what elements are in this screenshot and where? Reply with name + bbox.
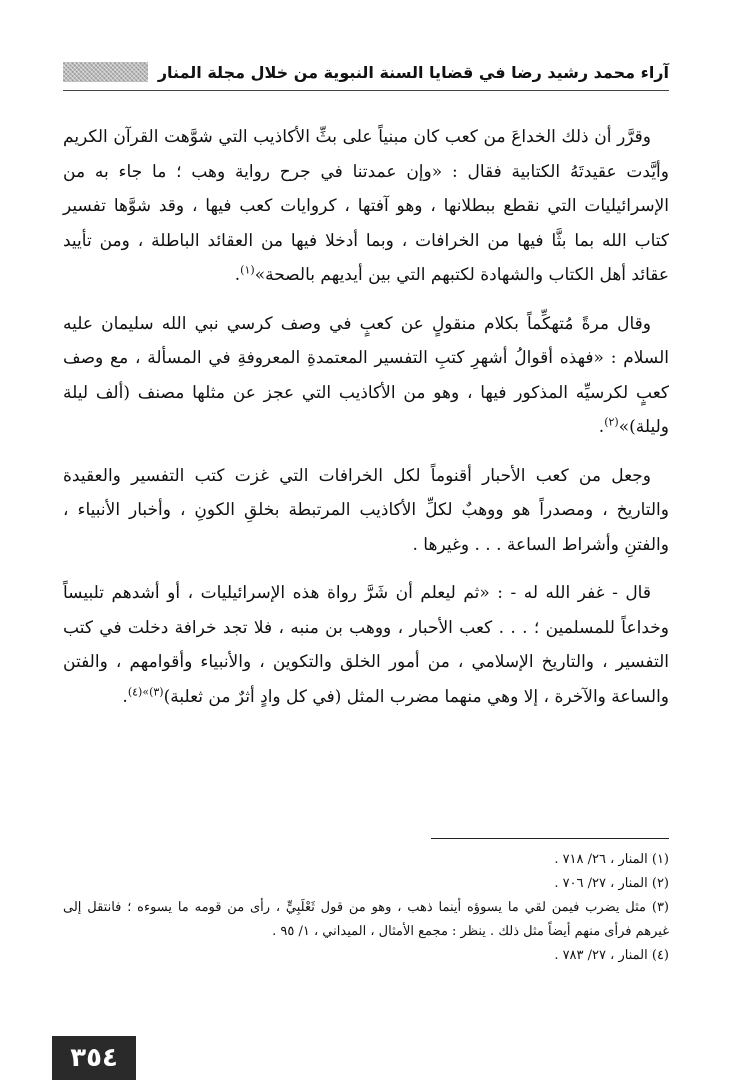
header-rule [63,90,669,91]
paragraph [63,307,669,445]
footnote-ref: (٢) [604,415,619,429]
footnote-ref: (٣)»(٤) [127,684,164,698]
paragraph-text: وقال مرةً مُتهكِّماً بكلام منقولٍ عن كعبٍ في وصف كرسي نبي الله سليمان عليه السلام : «فهذه أقوالُ أشهرِ كتبِ التفسير المعتمدةِ المعروفةِ في المسألة ، مع وصف كعبٍ لكرسيِّه المذكور فيها ، وهو من الأكاذيب التي عجز عن مثلها مصنف (ألف ليلة وليلة)» [63,313,669,437]
running-header [63,58,669,86]
paragraph-end: . [234,265,241,285]
paragraph-text: وجعل من كعب الأحبار أقنوماً لكل الخرافات التي غزت كتب التفسير والعقيدة والتاريخ ، ومصدراً هو ووهبٌ لكلِّ الأكاذيب المرتبطة بخلقِ الكونِ ، وأخبار الأنبياء ، والفتنِ وأشراط الساعة . . . وغيرها . [63,465,669,555]
footnote: (٢) المنار ، ٢٧/ ٧٠٦ . [554,876,669,891]
paragraph-text: وقرَّر أن ذلك الخداعَ من كعب كان مبنياً على بثِّ الأكاذيب التي شوَّهت القرآن الكريم وأيَّدت عقيدتَهُ الكتابية فقال : «وإن عمدتنا في جرح رواية وهب ؛ ما جاء به من الإسرائيليات التي نقطع ببطلانها ، وهو آفتها ، كروايات كعب فيها ، وقد شوَّها تفسير كتاب الله بما بثَّا فيها من الخرافات ، وبما أدخلا فيها من العقائد الباطلة ، ومن تأييد عقائد أهل الكتاب والشهادة لكتبهم التي بين أيديهم بالصحة» [63,127,669,285]
header-decorative-bar [63,62,148,82]
footnote: (٣) مثل يضرب فيمن لقي ما يسوؤه أينما ذهب ، وهو من قول ثَعْلَبِيٍّ ، رأى من قومه ما يسوءه ؛ فانتقل إلى غيرهم فرأى منهم أيضاً مثل ذلك . ينظر : مجمع الأمثال ، الميداني ، ١/ ٩٥ . [63,900,669,939]
paragraph [63,459,669,563]
paragraph [63,120,669,293]
footnotes [63,848,669,968]
header-title: آراء محمد رشيد رضا في قضايا السنة النبوية من خلال مجلة المنار [157,62,669,82]
paragraph-end: . [122,686,128,707]
footnote: (٤) المنار ، ٢٧/ ٧٨٣ . [554,948,669,963]
footnote-separator [431,838,669,839]
paragraph-end: . [598,417,605,437]
page-number: ٣٥٤ [52,1036,136,1080]
paragraph-text: قال - غفر الله له - : «ثم ليعلم أن شَرَّ رواة هذه الإسرائيليات ، أو أشدهم تلبيساً وخداعاً للمسلمين ؛ . . . كعب الأحبار ، ووهب بن منبه ، فلا تجد خرافة دخلت في كتب التفسير ، والتاريخ الإسلامي ، من أمور الخلق والتكوين ، والأنبياء وأقوامهم ، والفتن والساعة والآخرة ، إلا وهي منهما مضرب المثل (في كل وادٍ أثرٌ من ثعلبة) [63,583,669,707]
footnote: (١) المنار ، ٢٦/ ٧١٨ . [554,852,669,867]
body-text [63,120,669,728]
footnote-ref: (١) [240,263,255,277]
paragraph [63,576,669,714]
